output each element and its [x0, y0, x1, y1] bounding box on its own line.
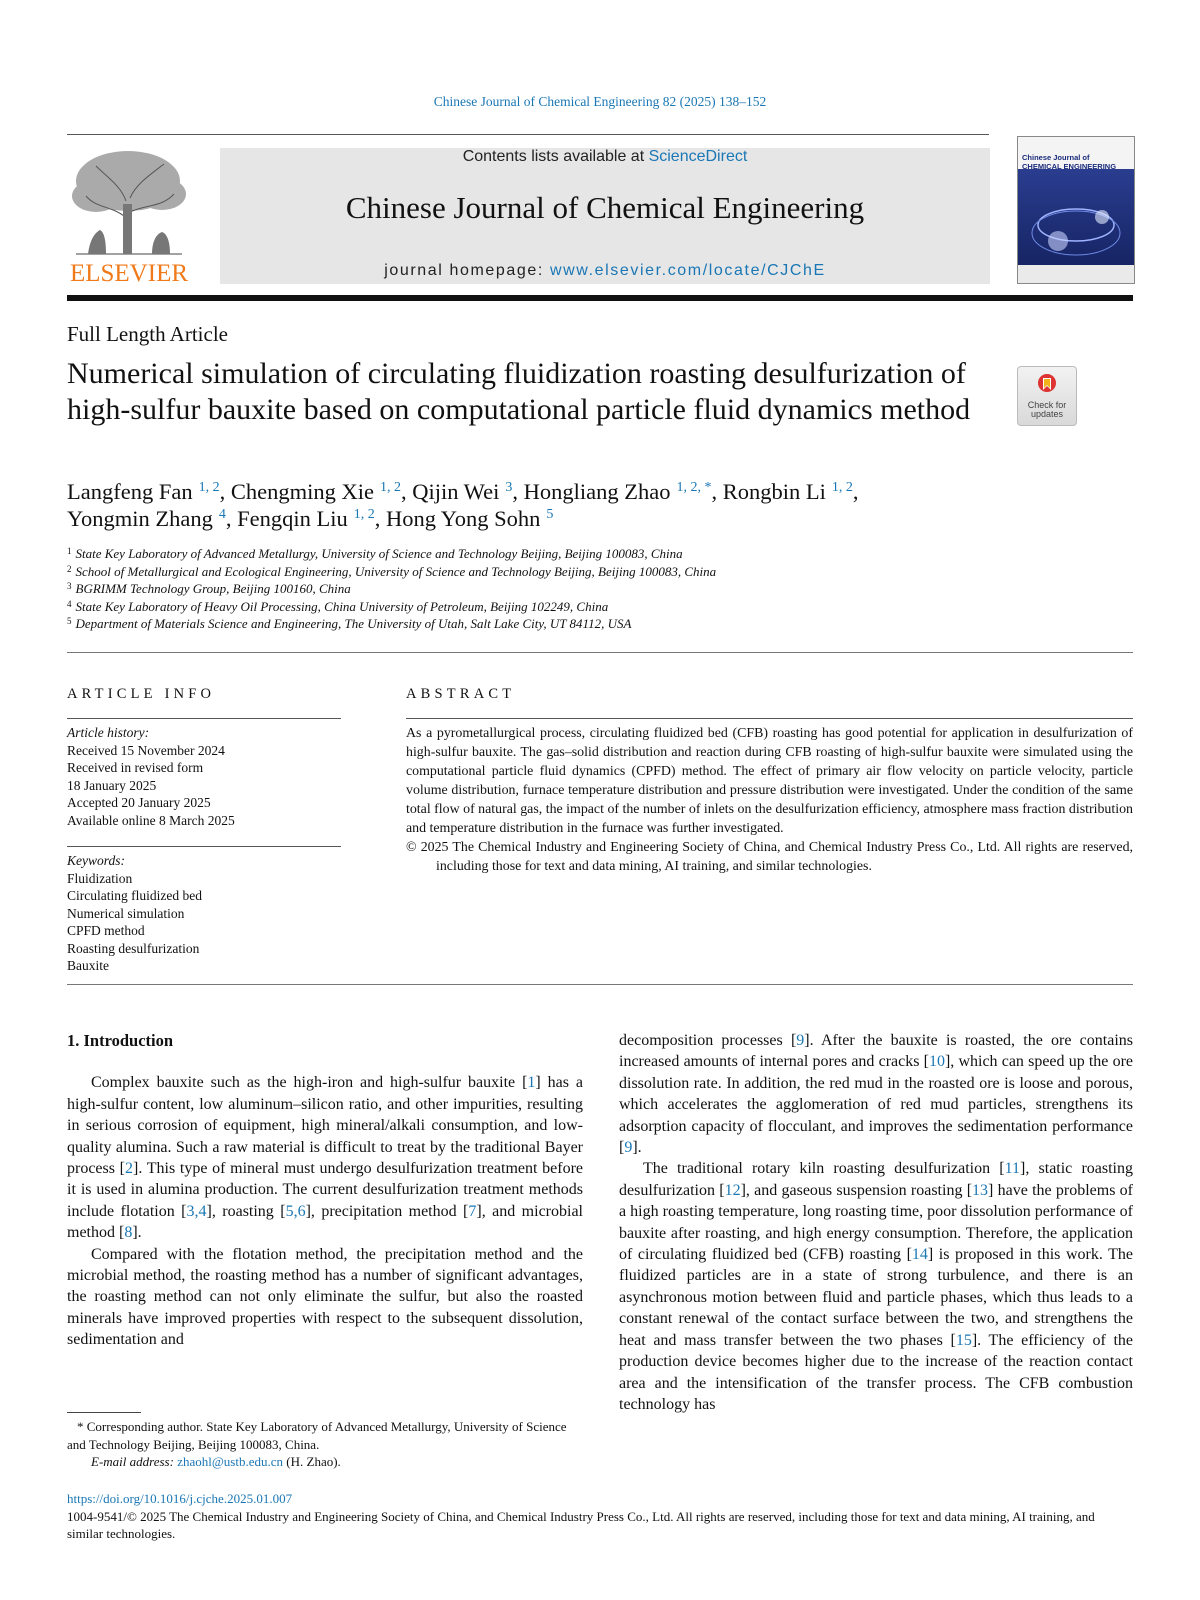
- body-column-left: [67, 1030, 583, 1351]
- page-footer: [67, 1490, 1133, 1543]
- affiliation-text: Department of Materials Science and Engineering, The University of Utah, Salt Lake City, UT 84112, USA: [75, 616, 632, 631]
- elsevier-tree-icon: [66, 146, 192, 258]
- reference-link[interactable]: 14: [911, 1246, 928, 1264]
- author-affiliation-marker[interactable]: 5: [546, 507, 554, 522]
- contents-prefix: Contents lists available at: [462, 148, 649, 165]
- journal-cover-thumbnail[interactable]: [1017, 136, 1135, 284]
- corresponding-author-note: * Corresponding author. State Key Laboratory of Advanced Metallurgy, University of Science and Technology Beijing, Beijing 100083, China.: [67, 1419, 567, 1452]
- history-item: Accepted 20 January 2025: [67, 795, 211, 810]
- reference-link[interactable]: 15: [955, 1331, 972, 1349]
- elsevier-wordmark: ELSEVIER: [69, 260, 189, 287]
- author-separator: ,: [374, 506, 386, 531]
- footnote-rule: [67, 1412, 141, 1413]
- divider: [67, 718, 341, 719]
- homepage-link[interactable]: www.elsevier.com/locate/CJChE: [549, 262, 826, 279]
- author-name[interactable]: Rongbin Li: [722, 479, 826, 504]
- article-title: Numerical simulation of circulating fluidization roasting desulfurization of high-sulfur bauxite based on computational particle fluid dynamics method: [67, 357, 971, 426]
- affiliation-item: [67, 598, 1067, 616]
- section-heading: 1. Introduction: [67, 1031, 174, 1050]
- check-for-updates-button[interactable]: [1017, 366, 1077, 426]
- body-paragraph: Complex bauxite such as the high-iron and high-sulfur bauxite [1] has a high-sulfur content, low aluminum–silicon ratio, and other impurities, resulting in serious corrosion of equipment, high mineral/alkali consumption, and low-quality alumina. Such a raw material is difficult to treat by the traditional Bayer process [2]. This type of mineral must undergo desulfurization treatment before it is used in alumina production. The current desulfurization treatment methods include flotation [3,4], roasting [5,6], precipitation method [7], and microbial method [8].: [67, 1074, 583, 1242]
- body-column-right: [619, 1030, 1133, 1415]
- keyword-list: [67, 852, 341, 975]
- homepage-line: [220, 262, 990, 280]
- body-paragraph: Compared with the flotation method, the precipitation method and the microbial method, the roasting method has a number of significant advantages, the roasting method can not only eliminate the sulfur, but also the roasted minerals have improved properties with respect to the subsequent dissolution, sedimentation and: [67, 1245, 583, 1349]
- check-updates-label: Check for updates: [1027, 400, 1067, 419]
- author-affiliation-marker[interactable]: 1, 2: [379, 480, 401, 495]
- abstract-text: As a pyrometallurgical process, circulating fluidized bed (CFB) roasting has good potential for application in desulfurization of high-sulfur bauxite. The gas–solid distribution and reaction during CFB roasting of high-sulfur bauxite were simulated using the computational particle fluid dynamics (CPFD) method. The effect of primary air flow velocity on particle velocity, particle volume distribution, furnace temperature distribution and pressure distribution were investigated. Under the condition of the same total flow of natural gas, the impact of the number of inlets on the desulfurization efficiency, atmosphere mass fraction distribution and temperature distribution in the furnace was further investigated.: [406, 726, 1133, 836]
- affiliation-text: State Key Laboratory of Advanced Metallurgy, University of Science and Technology Beijing, Beijing 100083, China: [75, 546, 683, 561]
- journal-citation[interactable]: Chinese Journal of Chemical Engineering 82 (2025) 138–152: [433, 94, 767, 109]
- abstract-copyright: © 2025 The Chemical Industry and Engineering Society of China, and Chemical Industry Press Co., Ltd. All rights are reserved, including those for text and data mining, AI training, and similar technologies.: [406, 840, 1133, 874]
- affiliation-number: 1: [67, 546, 72, 556]
- reference-link[interactable]: 11: [1004, 1160, 1021, 1178]
- keyword-item: Fluidization: [67, 870, 133, 886]
- author-affiliation-marker[interactable]: 1, 2: [198, 480, 220, 495]
- author-separator: ,: [711, 479, 723, 504]
- email-link[interactable]: zhaohl@ustb.edu.cn: [177, 1454, 284, 1469]
- email-suffix: (H. Zhao).: [283, 1454, 341, 1469]
- sciencedirect-link[interactable]: ScienceDirect: [648, 148, 748, 165]
- reference-link[interactable]: 7: [468, 1202, 477, 1220]
- affiliation-number: 4: [67, 598, 72, 609]
- article-history: [67, 724, 341, 829]
- keyword-item: Numerical simulation: [67, 905, 185, 921]
- article-type: Full Length Article: [67, 322, 228, 346]
- history-item: Received in revised form: [67, 760, 204, 775]
- affiliation-list: [67, 545, 1067, 633]
- journal-banner: [220, 148, 990, 284]
- abstract-heading: ABSTRACT: [406, 686, 516, 702]
- abstract-body: [406, 724, 1133, 876]
- history-item: Available online 8 March 2025: [67, 812, 235, 828]
- author-affiliation-marker[interactable]: 1, 2, *: [676, 480, 712, 495]
- author-name[interactable]: Qijin Wei: [412, 479, 500, 504]
- reference-link[interactable]: 10: [928, 1053, 945, 1071]
- author-name[interactable]: Chengming Xie: [230, 479, 374, 504]
- corresponding-author-footnote: [67, 1418, 583, 1471]
- reference-link[interactable]: 3,4: [186, 1202, 207, 1220]
- history-item: 18 January 2025: [67, 777, 157, 793]
- reference-link[interactable]: 2: [125, 1160, 134, 1178]
- history-item: Received 15 November 2024: [67, 742, 225, 758]
- history-label: Article history:: [67, 725, 150, 740]
- divider: [67, 984, 1133, 985]
- reference-link[interactable]: 5,6: [285, 1202, 306, 1220]
- author-affiliation-marker[interactable]: 4: [218, 507, 226, 522]
- body-paragraph: decomposition processes [9]. After the bauxite is roasted, the ore contains increased amounts of internal pores and cracks [10], which can speed up the ore dissolution rate. In addition, the red mud in the roasted ore is loose and porous, which accelerates the agglomeration of red mud particles, strengthens its adsorption capacity of flocculant, and improves the sedimentation performance [9].: [619, 1032, 1134, 1157]
- affiliation-item: [67, 615, 1067, 633]
- cover-art-icon: [1018, 137, 1134, 283]
- author-name[interactable]: Fengqin Liu: [237, 506, 348, 531]
- header-thick-rule: [67, 295, 1133, 301]
- author-affiliation-marker[interactable]: 1, 2: [353, 507, 375, 522]
- divider: [67, 846, 341, 847]
- affiliation-item: [67, 563, 1067, 581]
- homepage-prefix: journal homepage:: [384, 262, 550, 279]
- author-name[interactable]: Hong Yong Sohn: [385, 506, 541, 531]
- affiliation-text: State Key Laboratory of Heavy Oil Processing, China University of Petroleum, Beijing 102249, China: [75, 598, 609, 614]
- author-affiliation-marker[interactable]: 1, 2: [831, 480, 853, 495]
- author-separator: ,: [400, 479, 413, 504]
- journal-name: Chinese Journal of Chemical Engineering: [345, 190, 865, 225]
- author-separator: ,: [512, 479, 524, 504]
- elsevier-logo: [66, 146, 192, 286]
- author-name[interactable]: Hongliang Zhao: [523, 479, 671, 504]
- author-name[interactable]: Yongmin Zhang: [67, 506, 213, 531]
- affiliation-text: School of Metallurgical and Ecological Engineering, University of Science and Technology Beijing, Beijing 100083, China: [75, 563, 717, 579]
- affiliation-item: [67, 580, 1067, 598]
- footer-copyright: 1004-9541/© 2025 The Chemical Industry and Engineering Society of China, and Chemical Industry Press Co., Ltd. All rights are reserved, including those for text and data mining, AI training, and similar technologies.: [67, 1508, 1095, 1541]
- affiliation-number: 2: [67, 563, 72, 574]
- reference-link[interactable]: 12: [724, 1181, 741, 1199]
- affiliation-item: [67, 545, 1067, 563]
- keyword-item: Roasting desulfurization: [67, 940, 200, 956]
- divider: [406, 718, 1133, 719]
- reference-link[interactable]: 13: [972, 1181, 989, 1199]
- email-label: E-mail address:: [91, 1454, 178, 1469]
- affiliation-number: 5: [67, 616, 72, 626]
- keyword-item: CPFD method: [67, 923, 145, 938]
- contents-line: [220, 148, 990, 166]
- keyword-item: Circulating fluidized bed: [67, 888, 202, 903]
- article-info-heading: ARTICLE INFO: [67, 686, 216, 702]
- body-paragraph: The traditional rotary kiln roasting desulfurization [11], static roasting desulfurization [12], and gaseous suspension roasting [13] have the problems of a high roasting temperature, long roasting time, poor dissolution performance of bauxite after roasting, and high energy consumption. Therefore, the application of circulating fluidized bed (CFB) roasting [14] is proposed in this work. The fluidized particles are in a state of strong turbulence, and there is an asynchronous motion between fluid and particle phases, which thus leads to a constant renewal of the contact surface between the two, and strengthens the heat and mass transfer between the two phases [15]. The efficiency of the production device becomes higher due to the increase of the reaction contact area and the intensification of the transfer process. The CFB combustion technology has: [619, 1160, 1134, 1413]
- author-name[interactable]: Langfeng Fan: [67, 479, 193, 504]
- keywords-label: Keywords:: [67, 853, 125, 868]
- reference-link[interactable]: 9: [796, 1032, 805, 1049]
- reference-link[interactable]: 1: [527, 1074, 536, 1092]
- author-separator: ,: [225, 506, 238, 531]
- reference-link[interactable]: 8: [124, 1224, 133, 1242]
- author-list: [67, 478, 1067, 532]
- keyword-item: Bauxite: [67, 958, 109, 973]
- affiliation-number: 3: [67, 581, 72, 591]
- author-separator: ,: [219, 479, 231, 504]
- header-rule: [67, 134, 989, 135]
- author-separator: ,: [852, 479, 859, 504]
- author-affiliation-marker[interactable]: 3: [505, 480, 513, 495]
- reference-link[interactable]: 9: [624, 1139, 633, 1157]
- bookmark-icon: [1037, 373, 1057, 395]
- cover-title: Chinese Journal of CHEMICAL ENGINEERING: [1022, 153, 1117, 171]
- doi-link[interactable]: https://doi.org/10.1016/j.cjche.2025.01.007: [67, 1491, 293, 1506]
- divider: [67, 652, 1133, 653]
- affiliation-text: BGRIMM Technology Group, Beijing 100160, China: [75, 581, 351, 596]
